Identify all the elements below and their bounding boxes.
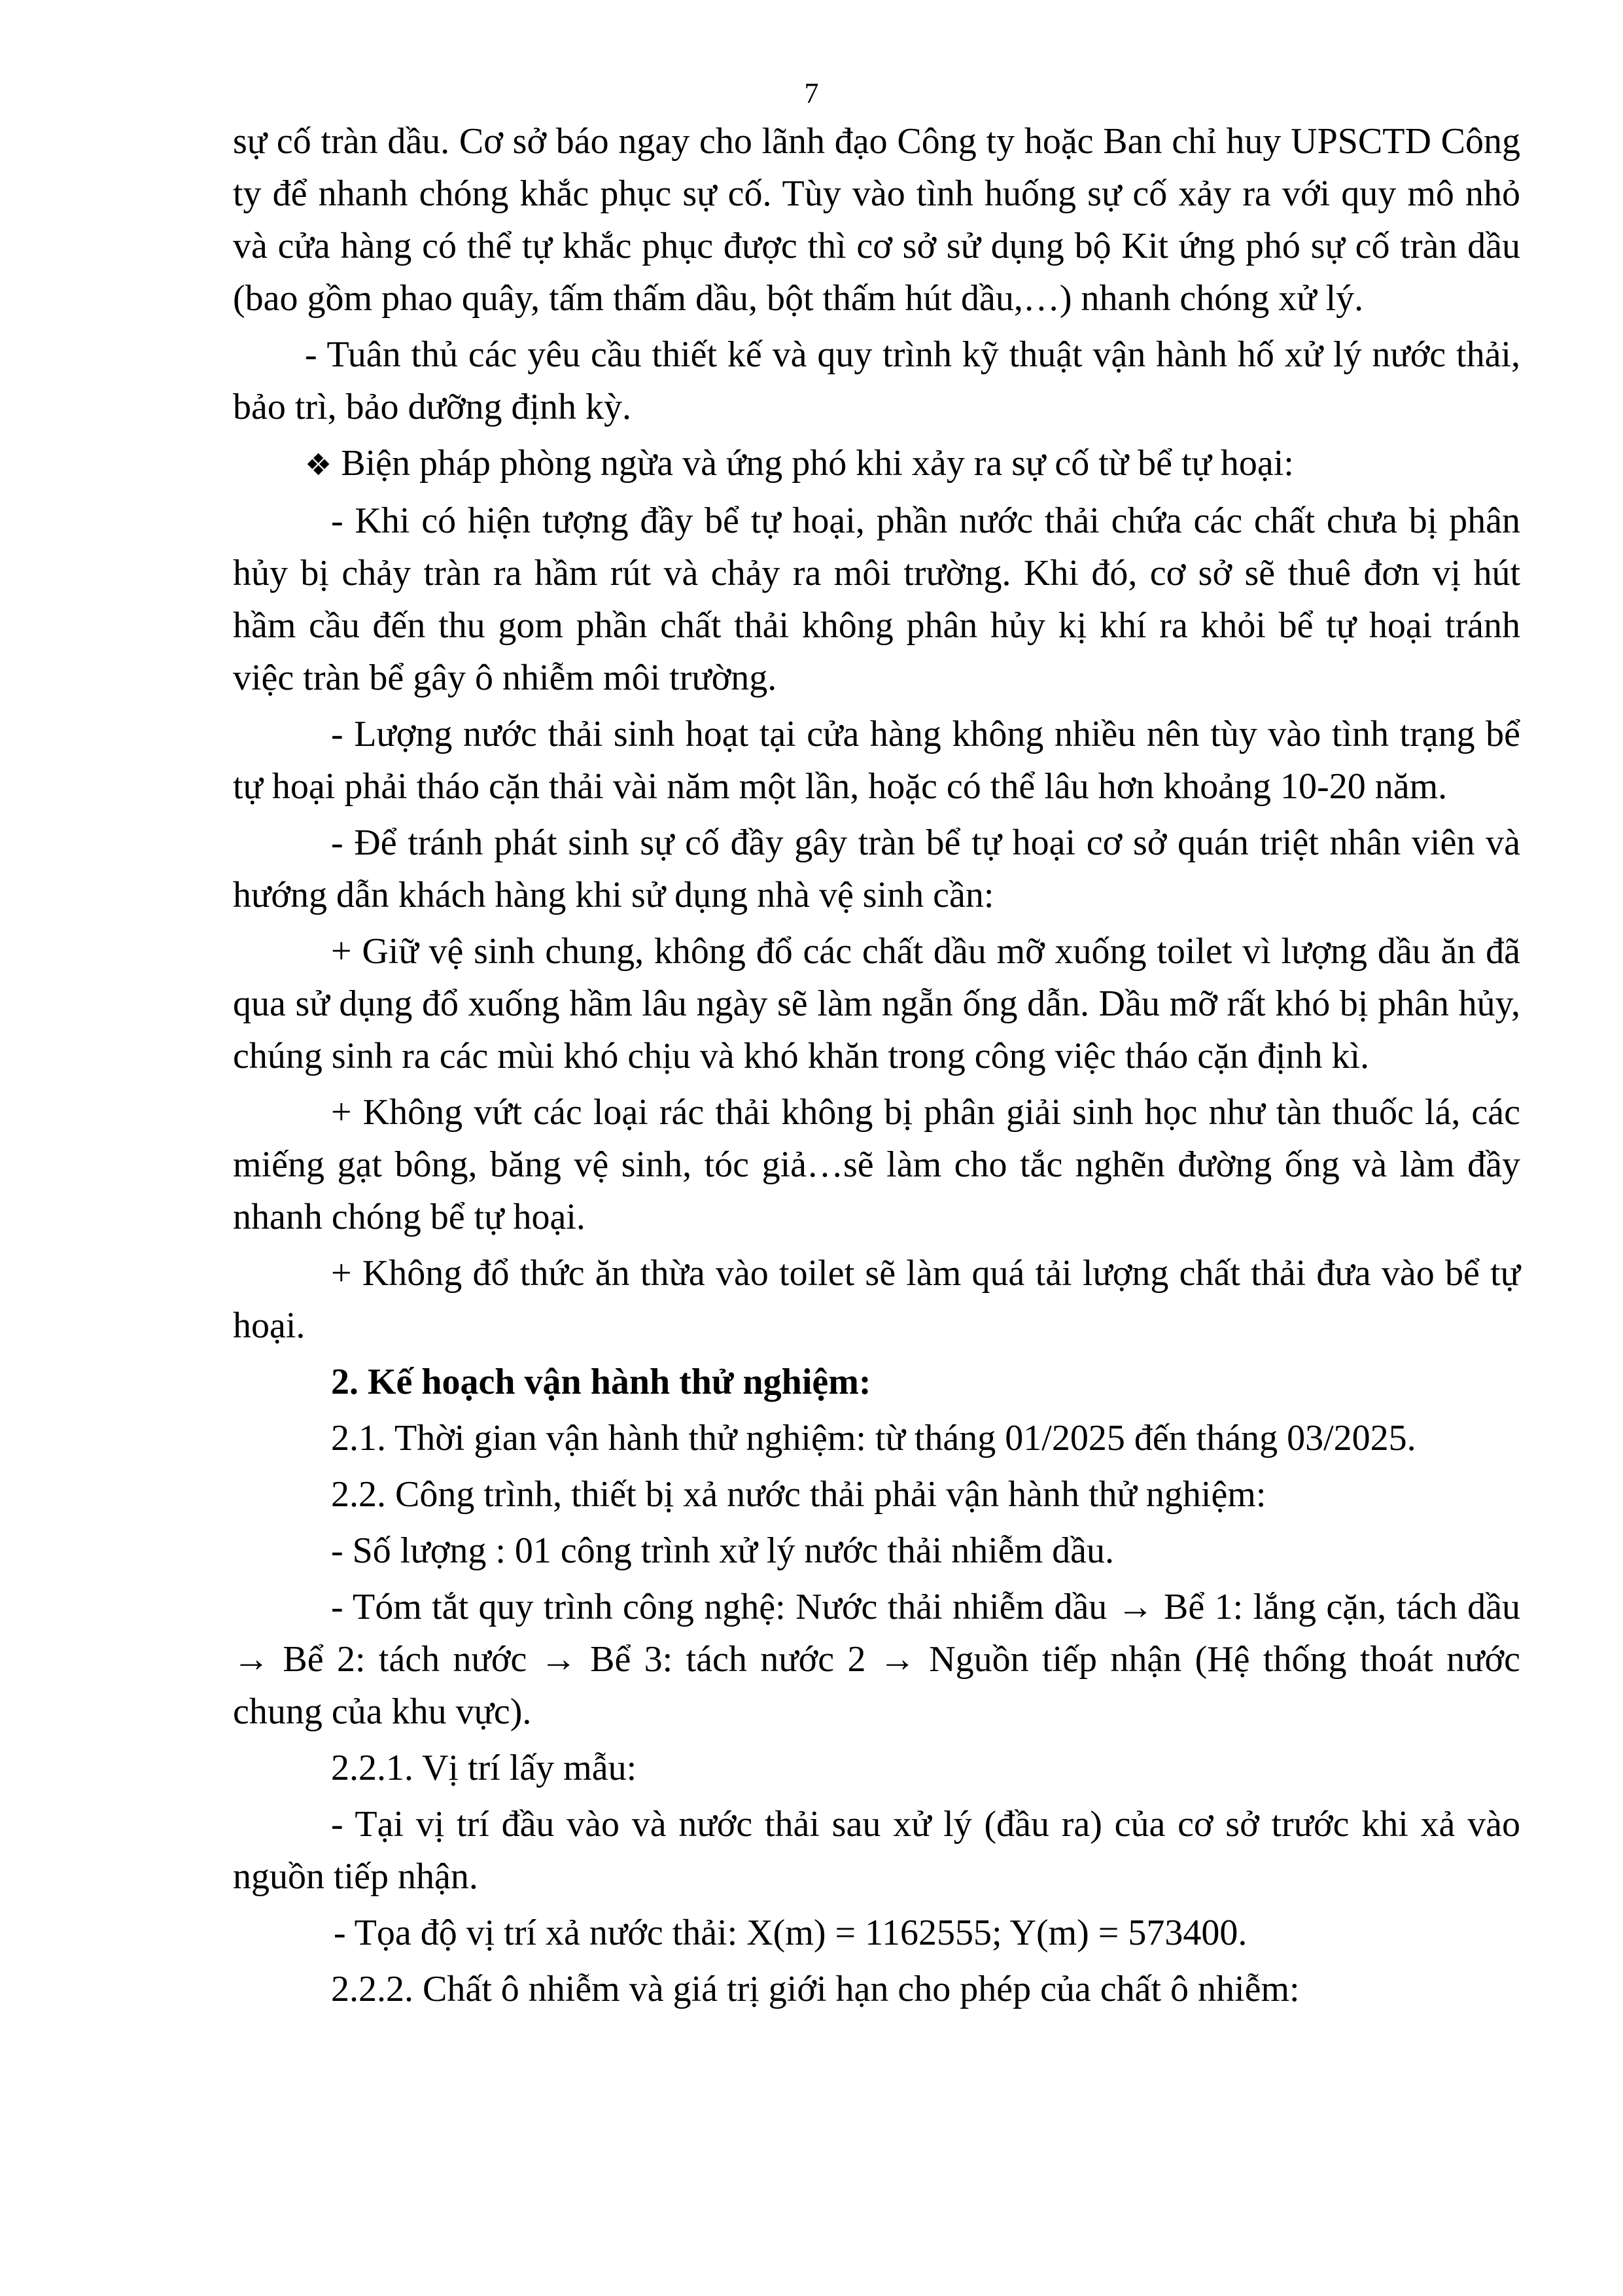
heading-septic-tank-measures (233, 437, 1520, 491)
section-heading-test-operation: 2. Kế hoạch vận hành thử nghiệm: (331, 1362, 871, 1402)
paragraph-avoid-overflow: - Để tránh phát sinh sự cố đầy gây tràn bể tự hoại cơ sở quán triệt nhân viên và hướng dẫn khách hàng khi sử dụng nhà vệ sinh cần: (233, 822, 1520, 915)
paragraph-sampling-location: 2.2.1. Vị trí lấy mẫu: (331, 1748, 637, 1788)
heading-septic-tank-text: Biện pháp phòng ngừa và ứng phó khi xảy ra sự cố từ bể tự hoại: (341, 443, 1294, 484)
paragraph-no-waste: + Không vứt các loại rác thải không bị phân giải sinh học như tàn thuốc lá, các miếng gạt bông, băng vệ sinh, tóc giả…sẽ làm cho tắc nghẽn đường ống và làm đầy nhanh chóng bể tự hoại. (233, 1092, 1520, 1237)
paragraph-septic-full: - Khi có hiện tượng đầy bể tự hoại, phần nước thải chứa các chất chưa bị phân hủy bị chảy tràn ra hầm rút và chảy ra môi trường. Khi đó, cơ sở sẽ thuê đơn vị hút hầm cầu đến thu gom phần chất thải không phân hủy kị khí ra khỏi bể tự hoại tránh việc tràn bể gây ô nhiễm môi trường. (233, 501, 1520, 698)
paragraph-no-grease: + Giữ vệ sinh chung, không đổ các chất dầu mỡ xuống toilet vì lượng dầu ăn đã qua sử dụng đổ xuống hầm lâu ngày sẽ làm ngẵn ống dẫn. Dầu mỡ rất khó bị phân hủy, chúng sinh ra các mùi khó chịu và khó khăn trong công việc tháo cặn định kì. (233, 931, 1520, 1076)
paragraph-design-compliance: - Tuân thủ các yêu cầu thiết kế và quy trình kỹ thuật vận hành hố xử lý nước thải, bảo trì, bảo dưỡng định kỳ. (233, 334, 1520, 427)
document-body (233, 115, 1520, 2015)
paragraph-quantity: - Số lượng : 01 công trình xử lý nước thải nhiễm dầu. (331, 1530, 1115, 1571)
paragraph-process-summary: - Tóm tắt quy trình công nghệ: Nước thải nhiễm dầu → Bể 1: lắng cặn, tách dầu → Bể 2: tách nước → Bể 3: tách nước 2 → Nguồn tiếp nhận (Hệ thống thoát nước chung của khu vực). (233, 1587, 1520, 1732)
paragraph-sampling-detail: - Tại vị trí đầu vào và nước thải sau xử lý (đầu ra) của cơ sở trước khi xả vào nguồn tiếp nhận. (233, 1804, 1520, 1897)
paragraph-test-time: 2.1. Thời gian vận hành thử nghiệm: từ tháng 01/2025 đến tháng 03/2025. (331, 1418, 1416, 1458)
diamond-bullet-icon: ❖ (305, 447, 332, 482)
paragraph-test-works: 2.2. Công trình, thiết bị xả nước thải phải vận hành thử nghiệm: (331, 1474, 1266, 1515)
paragraph-no-food: + Không đổ thức ăn thừa vào toilet sẽ làm quá tải lượng chất thải đưa vào bể tự hoại. (233, 1253, 1520, 1346)
paragraph-domestic-wastewater: - Lượng nước thải sinh hoạt tại cửa hàng không nhiều nên tùy vào tình trạng bể tự hoại phải tháo cặn thải vài năm một lần, hoặc có thể lâu hơn khoảng 10-20 năm. (233, 714, 1520, 807)
paragraph-coordinates: - Tọa độ vị trí xả nước thải: X(m) = 1162555; Y(m) = 573400. (334, 1913, 1248, 1953)
paragraph-pollutant-limits: 2.2.2. Chất ô nhiễm và giá trị giới hạn cho phép của chất ô nhiễm: (331, 1969, 1300, 2009)
page-number: 7 (804, 77, 819, 109)
paragraph-oil-spill-response: sự cố tràn dầu. Cơ sở báo ngay cho lãnh đạo Công ty hoặc Ban chỉ huy UPSCTD Công ty để nhanh chóng khắc phục sự cố. Tùy vào tình huống sự cố xảy ra với quy mô nhỏ và cửa hàng có thể tự khắc phục được thì cơ sở sử dụng bộ Kit ứng phó sự cố tràn dầu (bao gồm phao quây, tấm thấm dầu, bột thấm hút dầu,…) nhanh chóng xử lý. (233, 121, 1520, 319)
